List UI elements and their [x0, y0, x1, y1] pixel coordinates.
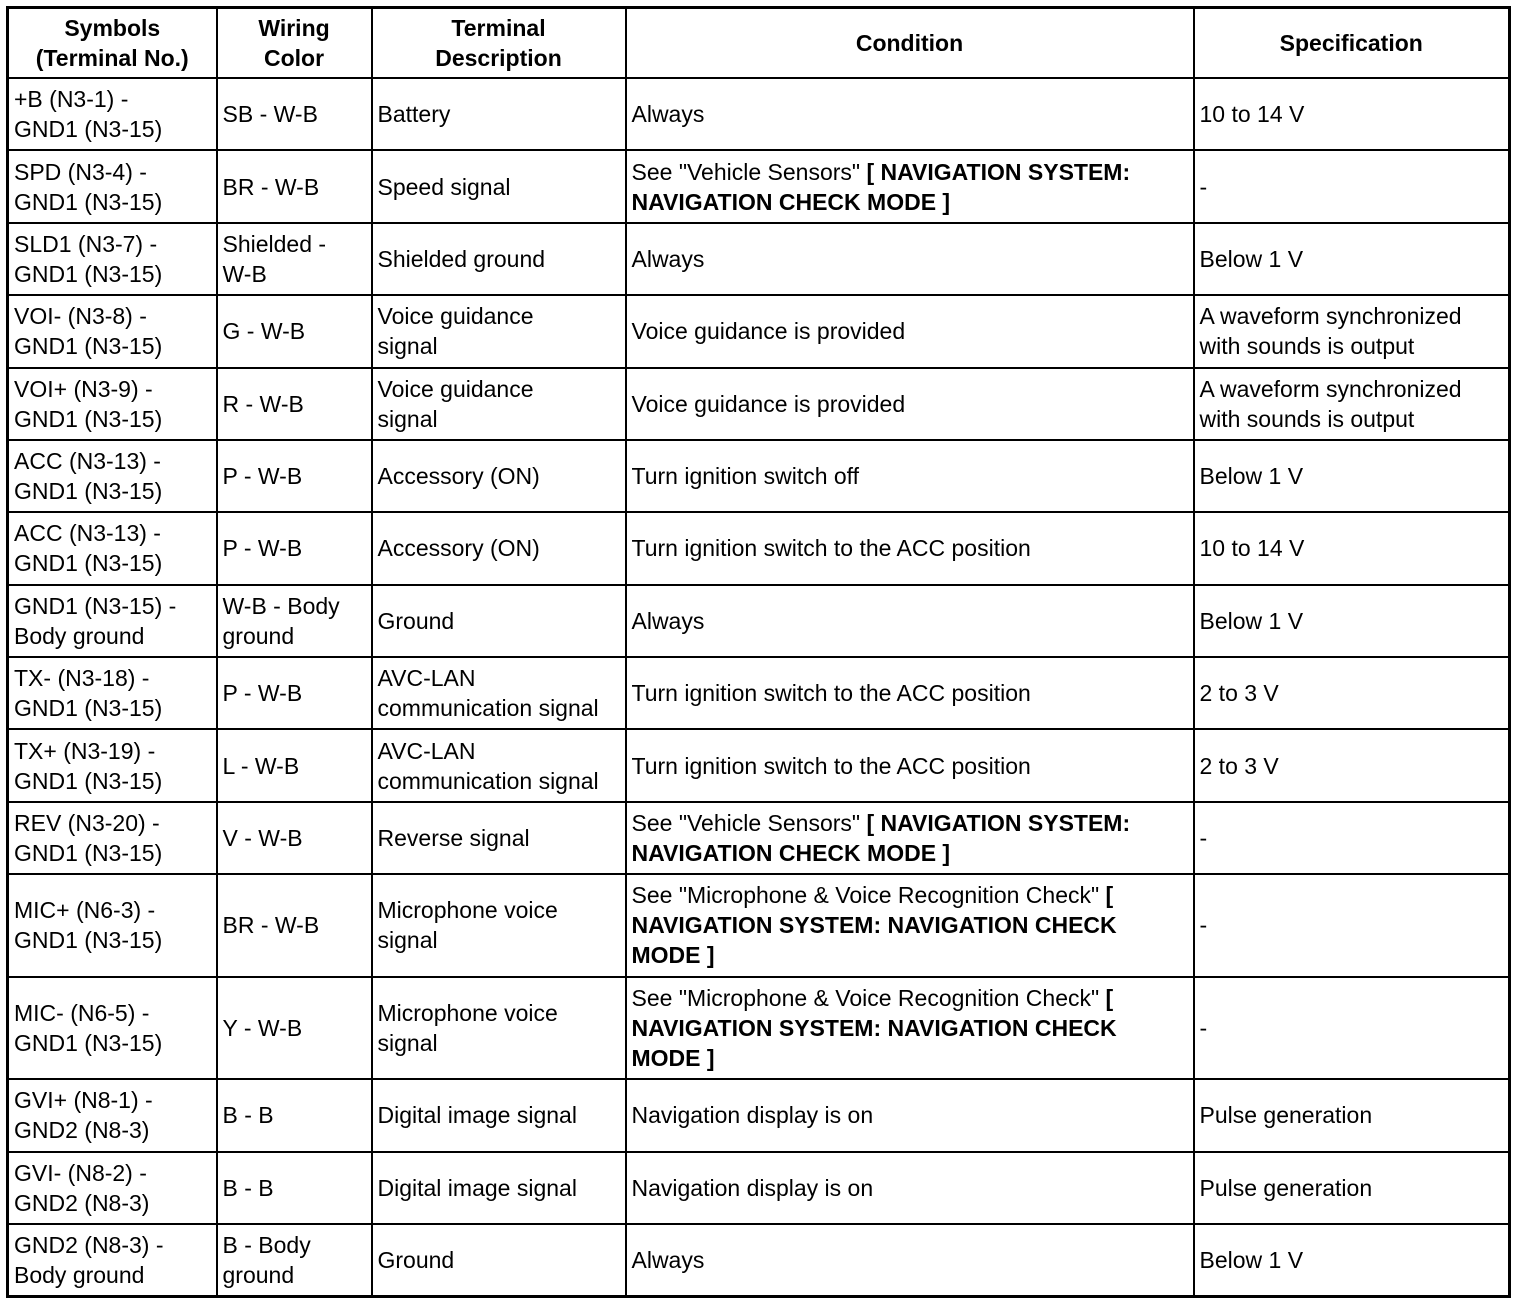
wiring-color-line: W-B [222, 260, 267, 287]
condition-line [632, 983, 1188, 1013]
symbol-line: ACC (N3-13) - [14, 520, 161, 547]
table-row [8, 78, 1510, 150]
symbol-line: GND1 (N3-15) [14, 188, 163, 215]
description-line: communication signal [377, 695, 599, 722]
condition-line [632, 751, 1188, 781]
wiring-color-line: Y - W-B [222, 1014, 303, 1041]
wiring-color-line: ground [222, 622, 295, 649]
description-cell [372, 977, 626, 1080]
condition-cell [626, 802, 1194, 874]
description-line: Digital image signal [377, 1174, 577, 1201]
specification-line: 2 to 3 V [1199, 680, 1279, 707]
table-row [8, 150, 1510, 222]
table-row [8, 368, 1510, 440]
symbol-cell [8, 440, 217, 512]
table-row [8, 440, 1510, 512]
specification-cell [1194, 440, 1510, 512]
condition-text: See "Microphone & Voice Recognition Check" [631, 882, 1106, 909]
symbol-line: SPD (N3-4) - [14, 158, 147, 185]
symbol-cell [8, 657, 217, 729]
specification-cell [1194, 1152, 1510, 1224]
symbol-line: TX- (N3-18) - [14, 665, 150, 692]
specification-cell [1194, 223, 1510, 295]
wiring-color-cell [217, 1079, 372, 1151]
wiring-color-line: P - W-B [222, 680, 303, 707]
wiring-color-cell [217, 802, 372, 874]
procedure-reference: NAVIGATION SYSTEM: NAVIGATION CHECK [631, 1014, 1117, 1041]
specification-cell [1194, 1224, 1510, 1297]
specification-line: 10 to 14 V [1199, 535, 1305, 562]
table-row [8, 977, 1510, 1080]
condition-line [632, 244, 1188, 274]
specification-cell [1194, 1079, 1510, 1151]
symbol-line: +B (N3-1) - [14, 86, 129, 113]
procedure-reference: MODE ] [631, 942, 715, 969]
description-cell [372, 223, 626, 295]
wiring-color-cell [217, 874, 372, 977]
symbol-line: VOI- (N3-8) - [14, 303, 147, 330]
condition-text: Turn ignition switch to the ACC position [631, 752, 1031, 779]
symbol-cell [8, 295, 217, 367]
header-symbols: Symbols (Terminal No.) [8, 8, 217, 79]
description-line: signal [377, 405, 438, 432]
wiring-color-cell [217, 585, 372, 657]
description-cell [372, 1079, 626, 1151]
specification-line: Below 1 V [1199, 607, 1304, 634]
condition-line [632, 461, 1188, 491]
condition-text: Always [631, 245, 705, 272]
table-row [8, 585, 1510, 657]
specification-line: - [1199, 173, 1208, 200]
symbol-cell [8, 977, 217, 1080]
symbol-line: GND1 (N3-15) [14, 116, 163, 143]
symbol-cell [8, 512, 217, 584]
specification-cell [1194, 802, 1510, 874]
procedure-reference: [ [1105, 984, 1114, 1011]
description-cell [372, 874, 626, 977]
description-cell [372, 657, 626, 729]
symbol-line: ACC (N3-13) - [14, 448, 161, 475]
table-row [8, 1079, 1510, 1151]
description-line: signal [377, 1029, 438, 1056]
condition-line [632, 808, 1188, 838]
description-line: Microphone voice [377, 897, 558, 924]
symbol-line: TX+ (N3-19) - [14, 737, 156, 764]
description-cell [372, 150, 626, 222]
symbol-cell [8, 78, 217, 150]
specification-line: A waveform synchronized [1199, 375, 1462, 402]
table-row [8, 802, 1510, 874]
specification-line: with sounds is output [1199, 333, 1415, 360]
specification-cell [1194, 657, 1510, 729]
condition-line [632, 606, 1188, 636]
condition-line [632, 880, 1188, 910]
wiring-color-line: B - Body [222, 1231, 311, 1258]
procedure-reference: [ NAVIGATION SYSTEM: [866, 809, 1131, 836]
symbol-line: MIC- (N6-5) - [14, 999, 150, 1026]
wiring-color-cell [217, 1152, 372, 1224]
description-line: Accessory (ON) [377, 463, 540, 490]
specification-line: Pulse generation [1199, 1102, 1373, 1129]
symbol-line: GND1 (N3-15) - [14, 592, 177, 619]
description-line: Ground [377, 607, 455, 634]
wiring-color-line: B - B [222, 1102, 274, 1129]
condition-text: Turn ignition switch off [631, 463, 860, 490]
wiring-color-line: ground [222, 1261, 295, 1288]
condition-cell [626, 78, 1194, 150]
condition-text: Turn ignition switch to the ACC position [631, 535, 1031, 562]
specification-cell [1194, 874, 1510, 977]
condition-cell [626, 1224, 1194, 1297]
wiring-color-line: G - W-B [222, 318, 306, 345]
condition-text: See "Microphone & Voice Recognition Check" [631, 984, 1106, 1011]
symbol-line: GND1 (N3-15) [14, 333, 163, 360]
description-line: Voice guidance [377, 303, 534, 330]
specification-line: A waveform synchronized [1199, 303, 1462, 330]
symbol-line: GVI- (N8-2) - [14, 1159, 147, 1186]
table-row [8, 295, 1510, 367]
condition-line [632, 1043, 1188, 1073]
symbol-line: GND1 (N3-15) [14, 478, 163, 505]
specification-cell [1194, 729, 1510, 801]
description-cell [372, 78, 626, 150]
condition-cell [626, 295, 1194, 367]
condition-cell [626, 729, 1194, 801]
description-line: Digital image signal [377, 1102, 577, 1129]
wiring-color-line: Shielded - [222, 230, 327, 257]
symbol-line: GND1 (N3-15) [14, 839, 163, 866]
description-line: Microphone voice [377, 999, 558, 1026]
wiring-color-cell [217, 223, 372, 295]
condition-text: See "Vehicle Sensors" [631, 809, 867, 836]
condition-text: See "Vehicle Sensors" [631, 158, 867, 185]
condition-line [632, 1245, 1188, 1275]
wiring-color-line: SB - W-B [222, 101, 318, 128]
symbol-line: Body ground [14, 1261, 145, 1288]
condition-cell [626, 657, 1194, 729]
symbol-cell [8, 1152, 217, 1224]
description-cell [372, 1152, 626, 1224]
wiring-color-cell [217, 977, 372, 1080]
condition-cell [626, 150, 1194, 222]
specification-line: - [1199, 824, 1208, 851]
specification-line: - [1199, 1014, 1208, 1041]
condition-cell [626, 368, 1194, 440]
symbol-line: VOI+ (N3-9) - [14, 375, 153, 402]
specification-line: 2 to 3 V [1199, 752, 1279, 779]
header-wiring-color: Wiring Color [217, 8, 372, 79]
wiring-color-cell [217, 78, 372, 150]
condition-line [632, 389, 1188, 419]
description-line: communication signal [377, 767, 599, 794]
description-line: Speed signal [377, 173, 511, 200]
condition-cell [626, 585, 1194, 657]
specification-line: with sounds is output [1199, 405, 1415, 432]
condition-text: Voice guidance is provided [631, 318, 906, 345]
wiring-color-line: V - W-B [222, 824, 303, 851]
procedure-reference: NAVIGATION CHECK MODE ] [631, 188, 951, 215]
table-row [8, 1224, 1510, 1297]
specification-cell [1194, 977, 1510, 1080]
condition-line [632, 1173, 1188, 1203]
wiring-color-cell [217, 512, 372, 584]
table-row [8, 1152, 1510, 1224]
wiring-color-cell [217, 150, 372, 222]
wiring-color-line: L - W-B [222, 752, 300, 779]
specification-line: Pulse generation [1199, 1174, 1373, 1201]
symbol-line: GND2 (N8-3) - [14, 1231, 164, 1258]
header-specification: Specification [1194, 8, 1510, 79]
wiring-color-line: R - W-B [222, 390, 304, 417]
specification-cell [1194, 585, 1510, 657]
condition-line [632, 533, 1188, 563]
condition-text: Always [631, 101, 705, 128]
description-line: Shielded ground [377, 245, 546, 272]
description-line: Battery [377, 101, 451, 128]
description-line: signal [377, 927, 438, 954]
description-line: AVC-LAN [377, 737, 476, 764]
procedure-reference: NAVIGATION CHECK MODE ] [631, 839, 951, 866]
condition-text: Always [631, 607, 705, 634]
condition-text: Navigation display is on [631, 1102, 874, 1129]
condition-line [632, 940, 1188, 970]
condition-cell [626, 440, 1194, 512]
wiring-color-cell [217, 368, 372, 440]
condition-line [632, 99, 1188, 129]
description-line: signal [377, 333, 438, 360]
table-row [8, 729, 1510, 801]
symbol-line: GND1 (N3-15) [14, 695, 163, 722]
condition-cell [626, 874, 1194, 977]
table-body [8, 78, 1510, 1297]
header-terminal-description: Terminal Description [372, 8, 626, 79]
symbol-line: GND1 (N3-15) [14, 260, 163, 287]
description-cell [372, 729, 626, 801]
table-row [8, 657, 1510, 729]
symbol-cell [8, 223, 217, 295]
condition-cell [626, 223, 1194, 295]
procedure-reference: [ NAVIGATION SYSTEM: [866, 158, 1131, 185]
description-cell [372, 802, 626, 874]
condition-line [632, 157, 1188, 187]
symbol-line: SLD1 (N3-7) - [14, 230, 158, 257]
symbol-line: MIC+ (N6-3) - [14, 897, 156, 924]
wiring-color-cell [217, 657, 372, 729]
procedure-reference: NAVIGATION SYSTEM: NAVIGATION CHECK [631, 912, 1117, 939]
header-row [8, 8, 1510, 79]
specification-line: Below 1 V [1199, 245, 1304, 272]
condition-line [632, 678, 1188, 708]
condition-text: Always [631, 1246, 705, 1273]
condition-line [632, 316, 1188, 346]
condition-line [632, 187, 1188, 217]
procedure-reference: [ [1105, 882, 1114, 909]
symbol-line: Body ground [14, 622, 145, 649]
wiring-color-line: P - W-B [222, 463, 303, 490]
description-cell [372, 295, 626, 367]
condition-text: Turn ignition switch to the ACC position [631, 680, 1031, 707]
symbol-line: GND1 (N3-15) [14, 550, 163, 577]
condition-line [632, 838, 1188, 868]
description-line: Voice guidance [377, 375, 534, 402]
symbol-cell [8, 1079, 217, 1151]
symbol-cell [8, 1224, 217, 1297]
symbol-cell [8, 729, 217, 801]
symbol-line: GND1 (N3-15) [14, 405, 163, 432]
description-line: AVC-LAN [377, 665, 476, 692]
table-row [8, 874, 1510, 977]
description-line: Accessory (ON) [377, 535, 540, 562]
condition-text: Navigation display is on [631, 1174, 874, 1201]
wiring-color-line: B - B [222, 1174, 274, 1201]
symbol-cell [8, 874, 217, 977]
wiring-color-cell [217, 1224, 372, 1297]
table-row [8, 223, 1510, 295]
description-line: Reverse signal [377, 824, 530, 851]
condition-cell [626, 977, 1194, 1080]
specification-line: Below 1 V [1199, 463, 1304, 490]
wiring-color-cell [217, 295, 372, 367]
symbol-line: GVI+ (N8-1) - [14, 1087, 153, 1114]
condition-line [632, 1100, 1188, 1130]
symbol-line: GND2 (N8-3) [14, 1189, 150, 1216]
condition-cell [626, 512, 1194, 584]
header-condition: Condition [626, 8, 1194, 79]
procedure-reference: MODE ] [631, 1044, 715, 1071]
table-row [8, 512, 1510, 584]
symbol-line: GND1 (N3-15) [14, 767, 163, 794]
condition-cell [626, 1152, 1194, 1224]
wiring-color-line: W-B - Body [222, 592, 340, 619]
description-cell [372, 512, 626, 584]
description-line: Ground [377, 1246, 455, 1273]
wiring-color-cell [217, 729, 372, 801]
symbol-line: REV (N3-20) - [14, 809, 160, 836]
specification-line: - [1199, 912, 1208, 939]
condition-text: Voice guidance is provided [631, 390, 906, 417]
symbol-line: GND1 (N3-15) [14, 927, 163, 954]
wiring-color-line: BR - W-B [222, 173, 320, 200]
specification-line: Below 1 V [1199, 1246, 1304, 1273]
condition-line [632, 910, 1188, 940]
symbol-line: GND2 (N8-3) [14, 1117, 150, 1144]
specification-cell [1194, 368, 1510, 440]
specification-cell [1194, 150, 1510, 222]
condition-cell [626, 1079, 1194, 1151]
description-cell [372, 1224, 626, 1297]
symbol-line: GND1 (N3-15) [14, 1029, 163, 1056]
description-cell [372, 368, 626, 440]
symbol-cell [8, 150, 217, 222]
condition-line [632, 1013, 1188, 1043]
wiring-color-line: BR - W-B [222, 912, 320, 939]
symbol-cell [8, 802, 217, 874]
wiring-color-line: P - W-B [222, 535, 303, 562]
specification-line: 10 to 14 V [1199, 101, 1305, 128]
wiring-color-cell [217, 440, 372, 512]
symbol-cell [8, 585, 217, 657]
terminal-spec-table [6, 6, 1511, 1298]
description-cell [372, 440, 626, 512]
description-cell [372, 585, 626, 657]
specification-cell [1194, 295, 1510, 367]
specification-cell [1194, 78, 1510, 150]
symbol-cell [8, 368, 217, 440]
specification-cell [1194, 512, 1510, 584]
